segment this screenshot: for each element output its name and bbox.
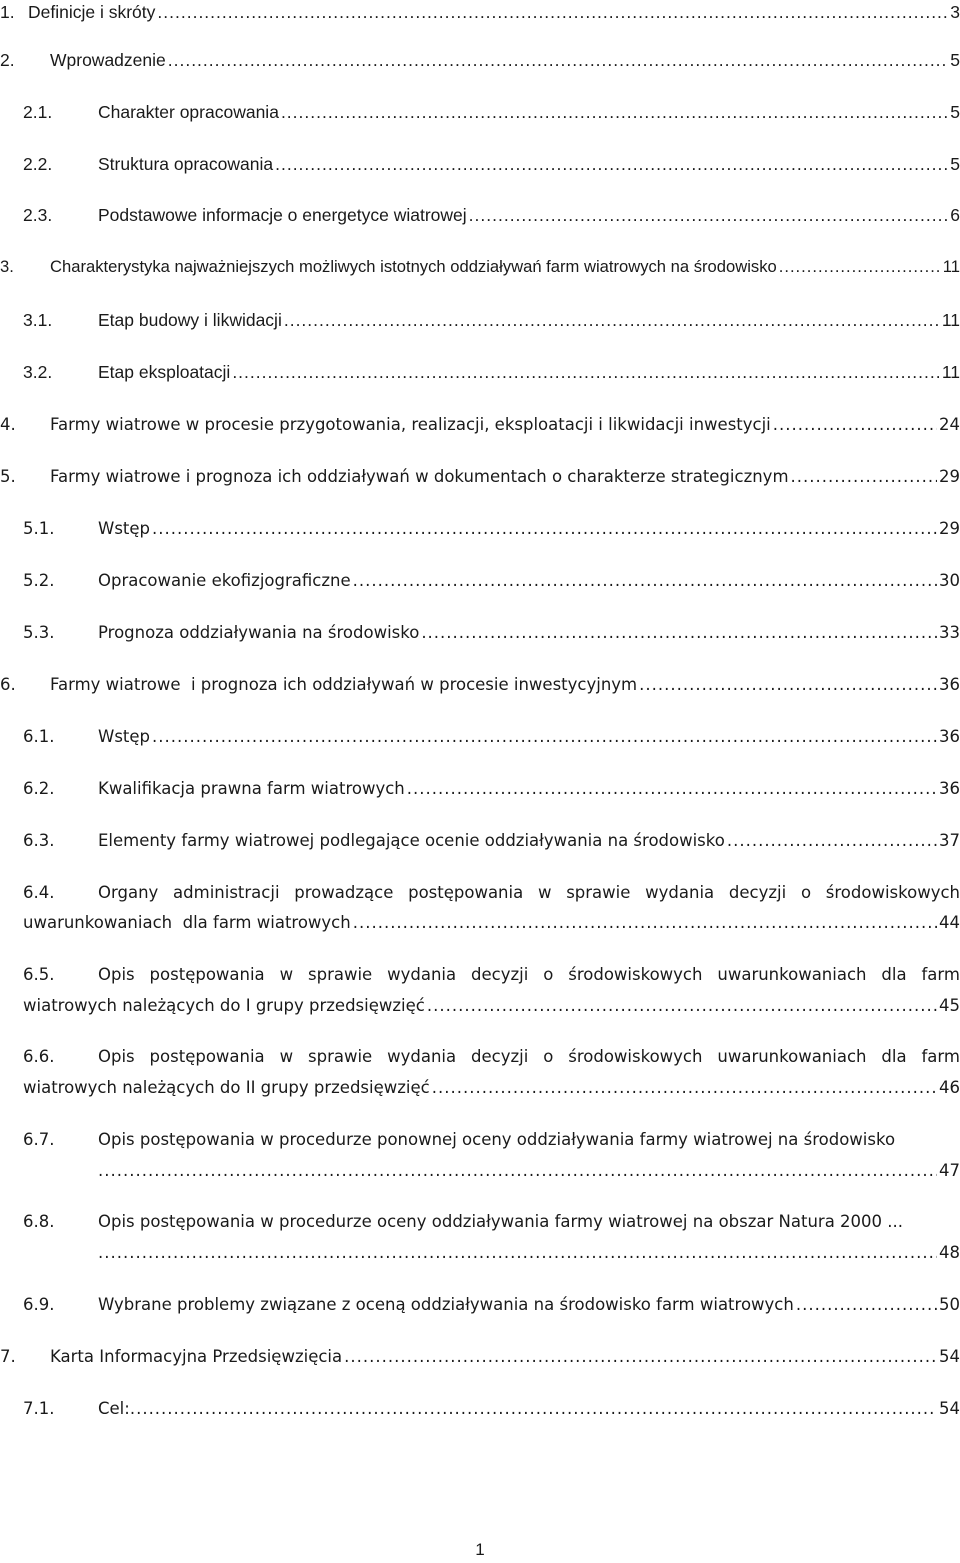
toc-entry-page: 29	[939, 519, 960, 538]
toc-entry-title-line2: wiatrowych należących do I grupy przedsięwzięć	[23, 996, 425, 1015]
toc-entry-page: 30	[939, 571, 960, 590]
toc-entry[interactable]	[0, 357, 960, 387]
toc-entry-title: Karta Informacyjna Przedsięwzięcia	[50, 1347, 343, 1366]
toc-entry-number: 6.9.	[23, 1295, 55, 1314]
toc-entry[interactable]	[0, 618, 960, 648]
toc-entry-page: 3	[950, 2, 960, 22]
toc-entry[interactable]	[0, 878, 960, 908]
toc-entry-number: 3.2.	[23, 362, 53, 382]
toc-entry-number: 5.2.	[23, 571, 55, 590]
toc-entry-title: Farmy wiatrowe i prognoza ich oddziaływań w procesie inwestycyjnym	[50, 675, 638, 694]
toc-entry-page: 11	[941, 310, 960, 330]
toc-leader-dots	[796, 1290, 937, 1320]
toc-entry-title-line2: uwarunkowaniach dla farm wiatrowych	[23, 913, 351, 932]
page-number-footer: 1	[475, 1540, 485, 1559]
toc-leader-dots	[284, 305, 940, 335]
toc-entry-page: 36	[939, 675, 960, 694]
toc-entry-page: 11	[942, 257, 960, 276]
toc-leader-dots	[432, 1073, 937, 1103]
toc-leader-dots	[130, 1394, 937, 1424]
toc-entry[interactable]	[0, 410, 960, 440]
toc-leader-dots	[469, 200, 949, 230]
toc-entry-number: 5.1.	[23, 519, 55, 538]
toc-leader-dots	[275, 149, 948, 179]
toc-entry-title: Charakter opracowania	[98, 102, 279, 122]
toc-entry[interactable]	[0, 45, 960, 75]
toc-entry-title-line1: Opis postępowania w procedurze oceny oddziaływania farmy wiatrowej na obszar Natura 2000 ...	[98, 1212, 904, 1231]
toc-leader-dots	[232, 357, 940, 387]
toc-entry-number: 2.	[0, 50, 15, 70]
toc-entry-number: 6.3.	[23, 831, 55, 850]
toc-entry[interactable]	[0, 1042, 960, 1072]
toc-entry-title: Etap budowy i likwidacji	[98, 310, 282, 330]
toc-entry-title-line1: Opis postępowania w sprawie wydania decyzji o środowiskowych uwarunkowaniach dla farm	[98, 965, 960, 984]
toc-leader-dots	[407, 774, 937, 804]
toc-entry-number: 6.7.	[23, 1130, 55, 1149]
toc-entry-title: Definicje i skróty	[28, 2, 156, 22]
toc-leader-dots	[152, 514, 937, 544]
toc-leader-dots	[353, 908, 937, 938]
toc-entry-title-line1: Organy administracji prowadzące postępowania w sprawie wydania decyzji o środowiskowych	[98, 883, 960, 902]
toc-leader-dots	[281, 97, 948, 127]
toc-entry-continuation[interactable]	[0, 1073, 960, 1103]
toc-entry-title: Struktura opracowania	[98, 154, 274, 174]
toc-entry[interactable]	[0, 200, 960, 230]
toc-entry-page: 54	[939, 1399, 960, 1418]
toc-entry[interactable]	[0, 0, 960, 27]
toc-entry-number: 5.	[0, 467, 16, 486]
toc-entry-number: 2.3.	[23, 205, 53, 225]
toc-entry-title: Elementy farmy wiatrowej podlegające ocenie oddziaływania na środowisko	[98, 831, 725, 850]
toc-entry-page: 5	[950, 102, 960, 122]
toc-entry[interactable]	[0, 826, 960, 856]
toc-entry-page: 11	[941, 362, 960, 382]
toc-entry-title: Opracowanie ekofizjograficzne	[98, 571, 351, 590]
toc-entry[interactable]	[0, 305, 960, 335]
toc-entry-number: 4.	[0, 415, 16, 434]
toc-entry-number: 7.	[0, 1347, 16, 1366]
toc-entry[interactable]	[0, 97, 960, 127]
toc-entry-continuation[interactable]	[0, 991, 960, 1021]
toc-entry-title-line2: wiatrowych należących do II grupy przedsięwzięć	[23, 1078, 430, 1097]
toc-entry-page: 36	[939, 779, 960, 798]
toc-entry[interactable]	[0, 1394, 960, 1424]
toc-entry-title: Wstęp	[98, 727, 151, 746]
toc-entry-title: Etap eksploatacji	[98, 362, 231, 382]
toc-entry[interactable]	[0, 670, 960, 700]
toc-entry-title: Wstęp	[98, 519, 151, 538]
toc-leader-dots	[791, 462, 937, 492]
toc-leader-dots	[773, 410, 937, 440]
toc-entry-title: Wybrane problemy związane z oceną oddziaływania na środowisko farm wiatrowych	[98, 1295, 794, 1314]
toc-entry-number: 1.	[0, 2, 15, 22]
toc-leader-dots	[353, 566, 937, 596]
toc-entry-number: 6.1.	[23, 727, 55, 746]
toc-entry[interactable]	[0, 514, 960, 544]
toc-entry-number: 3.1.	[23, 310, 53, 330]
toc-leader-dots	[98, 1238, 937, 1268]
toc-leader-dots	[427, 991, 937, 1021]
toc-entry-page: 50	[939, 1295, 960, 1314]
toc-entry-title-line1: Opis postępowania w procedurze ponownej oceny oddziaływania farmy wiatrowej na środowisko	[98, 1130, 896, 1149]
toc-entry-page: 45	[939, 996, 960, 1015]
toc-entry-number: 6.8.	[23, 1212, 55, 1231]
toc-leader-dots	[98, 1156, 937, 1186]
toc-entry[interactable]	[0, 1342, 960, 1372]
toc-leader-dots	[727, 826, 937, 856]
toc-entry-page: 47	[939, 1161, 960, 1180]
toc-entry-title: Prognoza oddziaływania na środowisko	[98, 623, 420, 642]
toc-entry-title: Charakterystyka najważniejszych możliwych istotnych oddziaływań farm wiatrowych na środowisko	[50, 257, 777, 276]
toc-entry-page: 36	[939, 727, 960, 746]
toc-entry-number: 6.	[0, 675, 16, 694]
toc-leader-dots	[157, 0, 948, 27]
toc-leader-dots	[152, 722, 937, 752]
toc-entry-number: 3.	[0, 257, 14, 276]
toc-entry-number: 2.1.	[23, 102, 53, 122]
toc-entry[interactable]	[0, 1207, 960, 1237]
toc-entry-title: Kwalifikacja prawna farm wiatrowych	[98, 779, 405, 798]
toc-entry-number: 6.2.	[23, 779, 55, 798]
toc-entry[interactable]	[0, 1290, 960, 1320]
toc-entry-page: 24	[939, 415, 960, 434]
toc-entry[interactable]	[0, 722, 960, 752]
toc-leader-dots	[639, 670, 937, 700]
toc-entry[interactable]	[0, 960, 960, 990]
toc-entry-page: 37	[939, 831, 960, 850]
toc-entry-continuation[interactable]	[0, 1156, 960, 1186]
toc-entry-number: 6.4.	[23, 883, 55, 902]
toc-entry-page: 5	[950, 154, 960, 174]
toc-entry-number: 6.5.	[23, 965, 55, 984]
toc-entry-title-line1: Opis postępowania w sprawie wydania decyzji o środowiskowych uwarunkowaniach dla farm	[98, 1047, 960, 1066]
toc-entry[interactable]	[0, 462, 960, 492]
toc-entry-number: 6.6.	[23, 1047, 55, 1066]
toc-entry-continuation[interactable]	[0, 908, 960, 938]
toc-leader-dots	[168, 45, 949, 75]
toc-entry-page: 33	[939, 623, 960, 642]
toc-entry-number: 2.2.	[23, 154, 53, 174]
toc-entry[interactable]	[0, 1125, 960, 1155]
toc-entry-title: Farmy wiatrowe w procesie przygotowania, realizacji, eksploatacji i likwidacji inwestycji	[50, 415, 771, 434]
toc-entry-number: 5.3.	[23, 623, 55, 642]
toc-entry-page: 48	[939, 1243, 960, 1262]
toc-entry-title: Farmy wiatrowe i prognoza ich oddziaływań w dokumentach o charakterze strategicznym	[50, 467, 789, 486]
toc-leader-dots	[421, 618, 937, 648]
toc-entry-page: 29	[939, 467, 960, 486]
toc-entry-page: 5	[950, 50, 960, 70]
toc-entry-title: Wprowadzenie	[50, 50, 166, 70]
toc-entry[interactable]	[0, 774, 960, 804]
toc-leader-dots	[344, 1342, 937, 1372]
toc-entry-page: 6	[950, 205, 960, 225]
toc-entry[interactable]	[0, 566, 960, 596]
toc-entry[interactable]	[0, 252, 960, 282]
toc-entry[interactable]	[0, 149, 960, 179]
toc-entry-title: Cel:	[98, 1399, 130, 1418]
toc-entry-number: 7.1.	[23, 1399, 55, 1418]
toc-entry-title: Podstawowe informacje o energetyce wiatrowej	[98, 205, 467, 225]
toc-leader-dots	[779, 252, 941, 282]
toc-entry-page: 44	[939, 913, 960, 932]
toc-entry-continuation[interactable]	[0, 1238, 960, 1268]
toc-entry-page: 46	[939, 1078, 960, 1097]
toc-entry-page: 54	[939, 1347, 960, 1366]
